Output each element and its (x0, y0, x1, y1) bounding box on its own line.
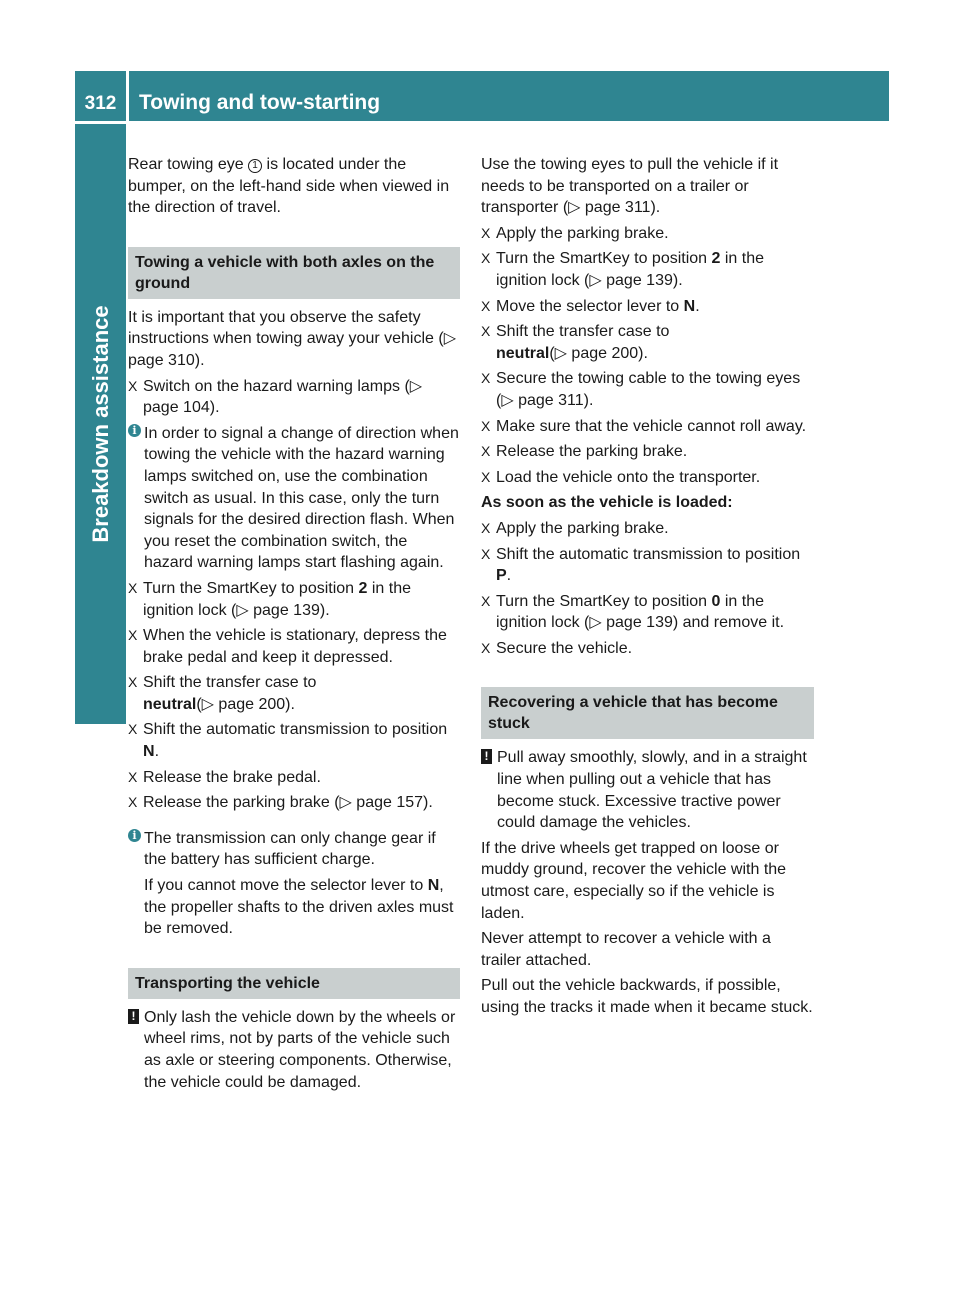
section-heading: Towing a vehicle with both axles on the ground (128, 247, 460, 299)
page-header (75, 71, 889, 121)
list-item: X Load the vehicle onto the transporter. (481, 467, 814, 489)
warning-note: ! Pull away smoothly, slowly, and in a straight line when pulling out a vehicle that has become stuck. Excessive tractive power could damage the vehicles. (481, 747, 814, 833)
warning-icon: ! (128, 1009, 139, 1024)
arrow-bullet-icon: X (481, 224, 491, 241)
page-number: 312 (75, 71, 126, 121)
list-item: X Turn the SmartKey to position 2 in the ignition lock (▷ page 139). (128, 579, 412, 619)
callout-marker: 1 (248, 159, 262, 173)
list-item: X Shift the transfer case to neutral(▷ page 200). (128, 674, 317, 713)
list-item: X Release the parking brake (▷ page 157). (128, 792, 460, 814)
arrow-bullet-icon: X (481, 250, 491, 267)
arrow-bullet-icon: X (481, 297, 491, 314)
list-item: X Shift the automatic transmission to position P. (481, 545, 801, 585)
arrow-bullet-icon: X (481, 323, 491, 340)
arrow-bullet-icon: X (481, 370, 491, 387)
list-item: X Release the brake pedal. (128, 767, 460, 789)
list-item: X Turn the SmartKey to position 0 in the ignition lock (▷ page 139) and remove it. (481, 592, 785, 632)
paragraph: It is important that you observe the safety instructions when towing away your vehicle (▷ page 310). (128, 308, 457, 369)
info-icon: i (128, 829, 141, 842)
warning-icon: ! (481, 749, 492, 764)
list-item: X Release the parking brake. (481, 441, 814, 463)
chapter-title: Towing and tow-starting (129, 71, 889, 121)
list-item: X Secure the towing cable to the towing eyes (▷ page 311). (481, 370, 801, 409)
intro-paragraph: Rear towing eye 1 is located under the bumper, on the left-hand side when viewed in the direction of travel. (128, 156, 450, 217)
arrow-bullet-icon: X (128, 627, 138, 644)
list-item: X Turn the SmartKey to position 2 in the ignition lock (▷ page 139). (481, 250, 765, 289)
arrow-bullet-icon: X (128, 579, 138, 596)
list-item: X Make sure that the vehicle cannot roll away. (481, 416, 814, 438)
section-heading: Recovering a vehicle that has become stuck (481, 687, 814, 739)
arrow-bullet-icon: X (128, 721, 138, 738)
note-continuation: If you cannot move the selector lever to N, the propeller shafts to the driven axles must be removed. (144, 877, 454, 938)
sidebar-label-wrap (75, 124, 126, 724)
paragraph: Never attempt to recover a vehicle with a trailer attached. (481, 930, 771, 969)
section-heading: Transporting the vehicle (128, 968, 460, 999)
list-item: X When the vehicle is stationary, depress the brake pedal and keep it depressed. (128, 627, 447, 666)
list-item: X Shift the automatic transmission to position N. (128, 721, 448, 761)
arrow-bullet-icon: X (481, 545, 491, 562)
arrow-bullet-icon: X (128, 794, 138, 811)
list-item: X Apply the parking brake. (481, 518, 814, 540)
info-note: i In order to signal a change of direction when towing the vehicle with the hazard warning lamps switched on, use the combination switch as usual. In this case, only the turn signals for the desired direction flash. When you reset the combination switch, the hazard warning lamps start flashing again. (128, 423, 460, 574)
paragraph: Use the towing eyes to pull the vehicle if it needs to be transported on a trailer or transporter (▷ page 311). (481, 156, 779, 217)
list-item: X Secure the vehicle. (481, 638, 814, 660)
list-item: X Move the selector lever to N. (481, 296, 814, 318)
arrow-bullet-icon: X (481, 443, 491, 460)
arrow-bullet-icon: X (481, 417, 491, 434)
info-icon: i (128, 424, 141, 437)
warning-note: ! Only lash the vehicle down by the wheels or wheel rims, not by parts of the vehicle such as axle or steering components. Otherwise, the vehicle could be damaged. (128, 1007, 460, 1093)
sidebar-label: Breakdown assistance (87, 305, 113, 543)
list-item: X Switch on the hazard warning lamps (▷ page 104). (128, 377, 423, 417)
left-column (128, 154, 460, 1097)
subheading: As soon as the vehicle is loaded: (481, 494, 733, 512)
arrow-bullet-icon: X (481, 592, 491, 609)
paragraph: Pull out the vehicle backwards, if possible, using the tracks it made when it became stuck. (481, 977, 813, 1016)
arrow-bullet-icon: X (128, 768, 138, 785)
arrow-bullet-icon: X (481, 519, 491, 536)
list-item: X Apply the parking brake. (481, 223, 814, 245)
arrow-bullet-icon: X (481, 468, 491, 485)
arrow-bullet-icon: X (128, 674, 138, 691)
list-item: X Shift the transfer case to neutral(▷ page 200). (481, 323, 670, 362)
info-note: i The transmission can only change gear if the battery has sufficient charge. (128, 828, 460, 871)
paragraph: If the drive wheels get trapped on loose or muddy ground, recover the vehicle with the utmost care, especially so if the vehicle is laden. (481, 839, 787, 922)
arrow-bullet-icon: X (128, 377, 138, 394)
right-column (481, 154, 814, 1023)
arrow-bullet-icon: X (481, 639, 491, 656)
